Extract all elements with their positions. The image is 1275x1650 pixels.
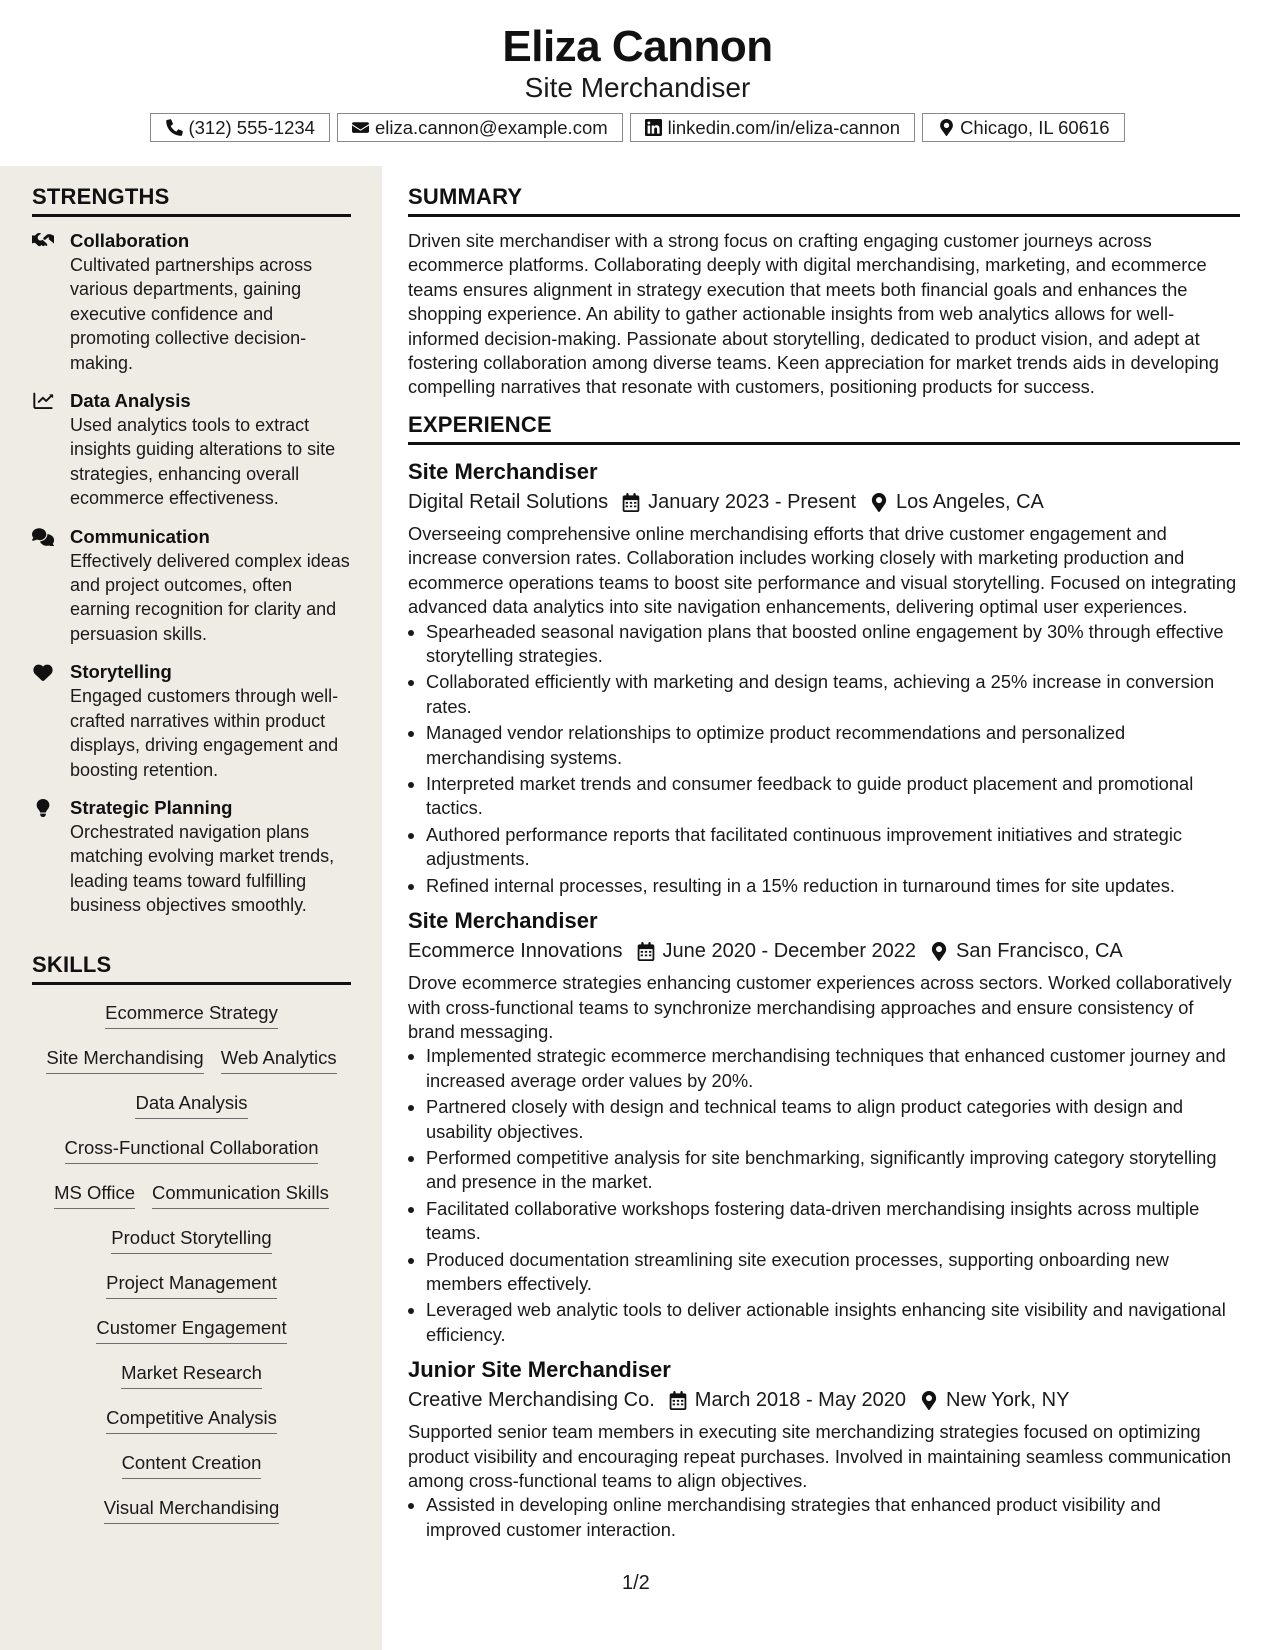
calendar-icon bbox=[669, 1391, 687, 1410]
candidate-title: Site Merchandiser bbox=[524, 72, 751, 103]
job-description: Overseeing comprehensive online merchandising efforts that drive customer engagement and increase conversion rates. Collaboration includes working closely with marketing production and ecommerce operations teams to boost site performance and visual storytelling. Focused on integrating advanced data analytics into site navigation enhancements, delivering optimal user experiences. bbox=[408, 523, 1237, 618]
contact-location-text: Chicago, IL 60616 bbox=[960, 116, 1110, 138]
skill-tag: MS Office bbox=[54, 1181, 135, 1209]
job-company: Ecommerce Innovations bbox=[408, 940, 623, 963]
job-bullets bbox=[408, 1044, 1240, 1347]
strength-desc: Cultivated partnerships across various departments, gaining executive confidence and promoting collective decision-making. bbox=[70, 255, 313, 373]
lightbulb-icon bbox=[32, 796, 56, 918]
phone-icon bbox=[165, 119, 183, 137]
linkedin-icon bbox=[645, 119, 663, 137]
skill-tag: Content Creation bbox=[122, 1451, 262, 1479]
experience-section bbox=[408, 412, 1240, 1550]
job-bullets bbox=[408, 620, 1240, 898]
strength-item bbox=[32, 525, 351, 647]
experience-heading: EXPERIENCE bbox=[408, 412, 1240, 445]
job-bullet: • Refined internal processes, resulting in a 15% reduction in turnaround times for site updates. bbox=[426, 874, 1240, 898]
skills-list bbox=[32, 997, 351, 1541]
job-bullet: • Produced documentation streamlining site execution processes, supporting onboarding new members effectively. bbox=[426, 1248, 1240, 1297]
job-dates: January 2023 - Present bbox=[648, 491, 857, 513]
contact-email-text: eliza.cannon@example.com bbox=[374, 116, 608, 138]
contact-linkedin[interactable] bbox=[630, 113, 915, 142]
skill-tag: Market Research bbox=[121, 1361, 262, 1389]
comments-icon bbox=[32, 525, 56, 647]
strength-item bbox=[32, 796, 351, 918]
strength-title: Data Analysis bbox=[70, 390, 191, 412]
job-bullet: • Assisted in developing online merchandising strategies that enhanced product visibility and improved customer interaction. bbox=[426, 1493, 1240, 1542]
job-entry bbox=[408, 457, 1240, 898]
calendar-icon bbox=[622, 493, 640, 512]
job-company: Digital Retail Solutions bbox=[408, 491, 609, 513]
job-bullet: • Facilitated collaborative workshops fostering data-driven merchandising insights across multiple teams. bbox=[426, 1197, 1240, 1246]
job-bullet: • Partnered closely with design and technical teams to align product categories with design and usability objectives. bbox=[426, 1095, 1240, 1144]
job-description: Drove ecommerce strategies enhancing customer experiences across sectors. Worked collaboratively with cross-functional teams to synchronize merchandising approaches and ensure consistency of brand messaging. bbox=[408, 972, 1232, 1042]
job-title: Site Merchandiser bbox=[408, 908, 598, 934]
job-bullet: • Performed competitive analysis for site benchmarking, significantly improving category storytelling and presence in the market. bbox=[426, 1146, 1240, 1195]
skill-tag: Data Analysis bbox=[135, 1091, 247, 1119]
map-pin-icon bbox=[920, 1391, 938, 1410]
job-location: San Francisco, CA bbox=[956, 940, 1123, 963]
strength-desc: Orchestrated navigation plans matching evolving market trends, leading teams toward fulfilling business objectives smoothly. bbox=[70, 821, 335, 916]
job-bullet: • Managed vendor relationships to optimize product recommendations and personalized merchandising systems. bbox=[426, 721, 1240, 770]
job-bullet: • Collaborated efficiently with marketing and design teams, achieving a 25% increase in conversion rates. bbox=[426, 670, 1240, 719]
strength-title: Strategic Planning bbox=[70, 796, 233, 818]
job-bullet: • Implemented strategic ecommerce merchandising techniques that enhanced customer journey and increased average order values by 20%. bbox=[426, 1044, 1240, 1093]
strength-desc: Used analytics tools to extract insights guiding alterations to site strategies, enhancing overall ecommerce effectiveness. bbox=[70, 415, 336, 509]
strengths-heading: STRENGTHS bbox=[32, 184, 351, 217]
candidate-name: Eliza Cannon bbox=[502, 22, 773, 71]
heart-icon bbox=[32, 660, 56, 782]
strength-desc: Effectively delivered complex ideas and project outcomes, often earning recognition for clarity and persuasion skills. bbox=[70, 550, 350, 644]
job-title: Site Merchandiser bbox=[408, 459, 598, 484]
strength-item bbox=[32, 660, 351, 782]
skill-tag: Communication Skills bbox=[152, 1181, 329, 1209]
contact-phone-text: (312) 555-1234 bbox=[188, 116, 315, 138]
strength-title: Storytelling bbox=[70, 661, 172, 683]
job-meta bbox=[408, 936, 1240, 966]
job-description: Supported senior team members in executing site merchandizing strategies focused on optimizing product visibility and encouraging repeat purchases. Involved in maintaining seamless communication among cross-functional teams to align objectives. bbox=[408, 1421, 1232, 1491]
job-bullet: • Interpreted market trends and consumer feedback to guide product placement and promotional tactics. bbox=[426, 772, 1240, 821]
skill-tag: Web Analytics bbox=[221, 1046, 337, 1074]
skill-tag: Site Merchandising bbox=[46, 1046, 203, 1074]
strength-title: Communication bbox=[70, 525, 210, 547]
job-meta bbox=[408, 1385, 1240, 1415]
job-bullet: • Authored performance reports that facilitated continuous improvement initiatives and strategic adjustments. bbox=[426, 823, 1240, 872]
strength-desc: Engaged customers through well-crafted narratives within product displays, driving engagement and boosting retention. bbox=[70, 686, 339, 780]
job-meta bbox=[408, 487, 1240, 517]
skill-tag: Competitive Analysis bbox=[106, 1406, 277, 1434]
contact-row bbox=[0, 113, 1275, 142]
summary-section bbox=[408, 184, 1240, 400]
job-company: Creative Merchandising Co. bbox=[408, 1389, 655, 1412]
job-bullets bbox=[408, 1493, 1240, 1542]
handshake-icon bbox=[32, 229, 56, 375]
strengths-section bbox=[32, 184, 351, 932]
job-dates: March 2018 - May 2020 bbox=[694, 1389, 907, 1412]
map-pin-icon bbox=[930, 942, 948, 961]
job-dates: June 2020 - December 2022 bbox=[662, 940, 917, 963]
map-pin-icon bbox=[937, 119, 955, 137]
skills-section bbox=[32, 952, 351, 1541]
contact-location bbox=[922, 113, 1124, 142]
job-location: Los Angeles, CA bbox=[896, 491, 1044, 513]
page-number: 1/2 bbox=[622, 1572, 650, 1594]
line-chart-icon bbox=[32, 389, 56, 511]
job-title: Junior Site Merchandiser bbox=[408, 1357, 671, 1383]
skill-tag: Customer Engagement bbox=[96, 1316, 286, 1344]
skill-tag: Visual Merchandising bbox=[104, 1496, 280, 1524]
job-bullet: • Leveraged web analytic tools to deliver actionable insights enhancing site visibility and navigational efficiency. bbox=[426, 1298, 1240, 1347]
strength-title: Collaboration bbox=[70, 230, 190, 251]
job-location: New York, NY bbox=[946, 1389, 1070, 1412]
skill-tag: Cross-Functional Collaboration bbox=[65, 1136, 319, 1164]
summary-text: Driven site merchandiser with a strong focus on crafting engaging customer journeys across ecommerce platforms. Collaborating deeply with digital merchandising, marketing, and ecommerce teams ensures alignment in strategy execution that meets both financial goals and enhances the shopping experience. An ability to gather actionable insights from web analytics allows for well-informed decision-making. Passionate about storytelling, dedicated to product vision, and adept at fostering collaboration among diverse teams. Keen appreciation for market trends aids in developing compelling narratives that resonate with customers, positioning products for success. bbox=[408, 230, 1219, 398]
skill-tag: Product Storytelling bbox=[111, 1226, 271, 1254]
job-entry bbox=[408, 906, 1240, 1347]
contact-linkedin-text: linkedin.com/in/eliza-cannon bbox=[667, 116, 901, 138]
skill-tag: Project Management bbox=[106, 1271, 277, 1299]
strength-item bbox=[32, 229, 351, 375]
map-pin-icon bbox=[870, 493, 888, 512]
sidebar bbox=[0, 166, 382, 1650]
summary-heading: SUMMARY bbox=[408, 184, 1240, 217]
skill-tag: Ecommerce Strategy bbox=[105, 1001, 278, 1029]
job-entry bbox=[408, 1355, 1240, 1542]
contact-phone[interactable] bbox=[150, 113, 330, 142]
calendar-icon bbox=[637, 942, 655, 961]
contact-email[interactable] bbox=[337, 113, 623, 142]
envelope-icon bbox=[352, 119, 370, 137]
strength-item bbox=[32, 389, 351, 511]
job-bullet: • Spearheaded seasonal navigation plans that boosted online engagement by 30% through effective storytelling strategies. bbox=[426, 620, 1240, 669]
skills-heading: SKILLS bbox=[32, 952, 351, 985]
resume-header bbox=[0, 0, 1275, 166]
